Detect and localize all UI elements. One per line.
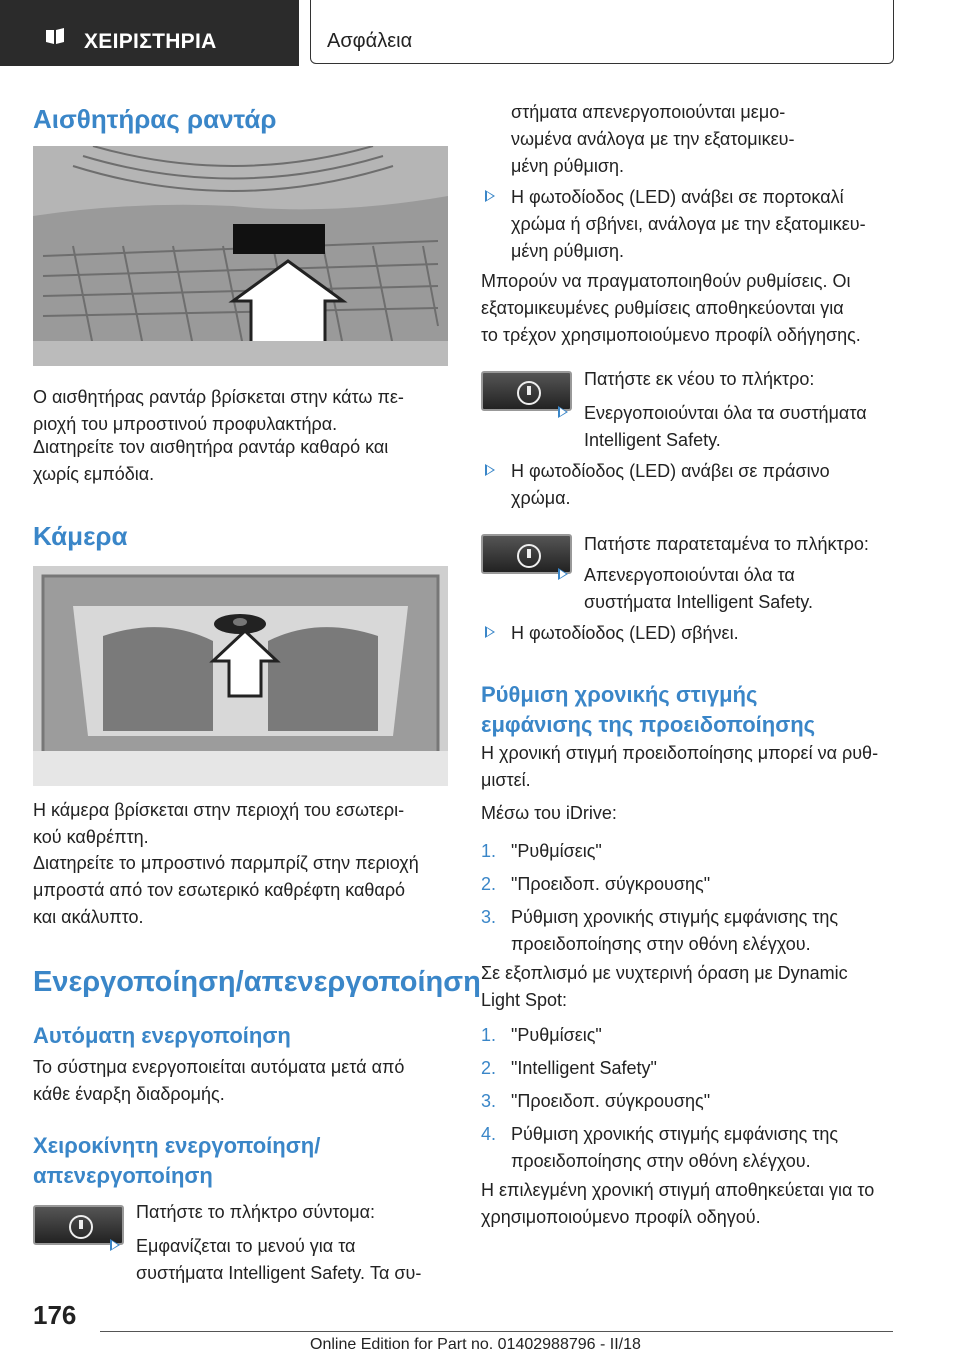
text-line: Ρύθμιση χρονικής στιγμής εμφάνισης της [511, 1124, 839, 1144]
text-line: Το σύστημα ενεργοποιείται αυτόματα μετά από [33, 1057, 405, 1077]
bullet-continuation [511, 99, 911, 180]
text-line: μιστεί. [481, 770, 531, 790]
text-line: Η φωτοδίοδος (LED) ανάβει σε πράσινο [511, 461, 830, 481]
final-paragraph [481, 1177, 911, 1231]
triangle-bullet-icon [558, 568, 568, 580]
text-line: Πατήστε παρατεταμένα το πλήκτρο: [584, 534, 869, 554]
title-line: Ρύθμιση χρονικής στιγμής [481, 682, 758, 707]
text-line: Διατηρείτε τον αισθητήρα ραντάρ καθαρό και [33, 437, 389, 457]
timing-paragraph [481, 740, 911, 794]
via-idrive-text [481, 800, 911, 827]
camera-paragraph-1 [33, 797, 448, 851]
text-line: "Προειδοπ. σύγκρουσης" [511, 874, 711, 894]
text-line: προειδοποίησης στην οθόνη ελέγχου. [511, 1151, 811, 1171]
auto-activation-paragraph [33, 1054, 448, 1108]
bullet-item [554, 562, 934, 616]
triangle-bullet-icon [110, 1239, 120, 1251]
triangle-bullet-icon [558, 406, 568, 418]
text-line: μένη ρύθμιση. [511, 156, 624, 176]
text-line: Εμφανίζεται το μενού για τα [136, 1236, 356, 1256]
text-line: Η επιλεγμένη χρονική στιγμή αποθηκεύεται για το [481, 1180, 875, 1200]
text-line: το τρέχον χρησιμοποιούμενο προφίλ οδήγησης. [481, 325, 861, 345]
auto-activation-title: Αυτόματη ενεργοποίηση [33, 1023, 291, 1048]
list-item [481, 904, 911, 958]
text-line: Η χρονική στιγμή προειδοποίησης μπορεί να ρυθ- [481, 743, 879, 763]
list-number: 4. [481, 1124, 497, 1144]
list-item [481, 871, 911, 898]
list-number: 3. [481, 1091, 497, 1111]
camera-paragraph-2 [33, 850, 448, 931]
triangle-bullet-icon [485, 190, 495, 202]
title-line: απενεργοποίηση [33, 1163, 213, 1188]
text-line: Η κάμερα βρίσκεται στην περιοχή του εσωτερι- [33, 800, 405, 820]
text-line: Η φωτοδίοδος (LED) σβήνει. [511, 623, 739, 643]
text-line: προειδοποίησης στην οθόνη ελέγχου. [511, 934, 811, 954]
text-line: μπροστά από τον εσωτερικό καθρέφτη καθαρό [33, 880, 406, 900]
title-line: Χειροκίνητη ενεργοποίηση/ [33, 1133, 321, 1158]
footer-divider [100, 1331, 893, 1332]
text-line: κάθε έναρξη διαδρομής. [33, 1084, 225, 1104]
text-line: νωμένα ανάλογα με την εξατομικευ- [511, 129, 795, 149]
text-line: Διατηρείτε το μπροστινό παρμπρίζ στην περιοχή [33, 853, 419, 873]
text-line: Απενεργοποιούνται όλα τα [584, 565, 795, 585]
edition-text: Online Edition for Part no. 01402988796 - II/18 [310, 1336, 641, 1353]
section-tab-label: ΧΕΙΡΙΣΤΗΡΙΑ [84, 30, 217, 53]
text-line: Ο αισθητήρας ραντάρ βρίσκεται στην κάτω πε- [33, 387, 404, 407]
text-line: χρησιμοποιούμενο προφίλ οδηγού. [481, 1207, 761, 1227]
text-line: Intelligent Safety. [584, 430, 721, 450]
camera-image [33, 566, 448, 786]
manual-activation-title [33, 1131, 320, 1191]
page-number: 176 [33, 1300, 77, 1330]
text-line: και ακάλυπτο. [33, 907, 144, 927]
list-number: 1. [481, 1025, 497, 1045]
list-item [481, 1121, 911, 1175]
text-line: εξατομικευμένες ρυθμίσεις αποθηκεύονται για [481, 298, 844, 318]
text-line: Light Spot: [481, 990, 568, 1010]
title-line: εμφάνισης της προειδοποίησης [481, 712, 816, 737]
text-line: συστήματα Intelligent Safety. Τα συ- [136, 1263, 422, 1283]
text-line: "Ρυθμίσεις" [511, 1025, 602, 1045]
radar-title: Αισθητήρας ραντάρ [33, 104, 277, 134]
text-line: χρώμα. [511, 488, 571, 508]
text-line: Ρύθμιση χρονικής στιγμής εμφάνισης της [511, 907, 839, 927]
bullet-item [481, 458, 931, 512]
text-line: "Προειδοπ. σύγκρουσης" [511, 1091, 711, 1111]
list-number: 3. [481, 907, 497, 927]
text-line: Πατήστε το πλήκτρο σύντομα: [136, 1202, 376, 1222]
text-line: "Intelligent Safety" [511, 1058, 657, 1078]
text-line: κού καθρέπτη. [33, 827, 149, 847]
numbered-list [481, 1022, 911, 1175]
text-line: Μπορούν να πραγματοποιηθούν ρυθμίσεις. Οι [481, 271, 851, 291]
radar-paragraph-2 [33, 434, 448, 488]
text-line: μένη ρύθμιση. [511, 241, 624, 261]
list-item [481, 1055, 911, 1082]
book-icon [44, 26, 66, 46]
text-line: χωρίς εμπόδια. [33, 464, 155, 484]
bullet-item [554, 400, 934, 454]
page-header [0, 0, 960, 66]
chapter-tab[interactable] [310, 0, 894, 64]
text-line: στήματα απενεργοποιούνται μεμο- [511, 102, 786, 122]
text-line: Ενεργοποιούνται όλα τα συστήματα [584, 403, 867, 423]
list-item [481, 1088, 911, 1115]
text-line: Σε εξοπλισμό με νυχτερινή όραση με Dynamic [481, 963, 848, 983]
list-item [481, 1022, 911, 1049]
triangle-bullet-icon [485, 464, 495, 476]
press-long-text [584, 531, 904, 558]
activation-title: Ενεργοποίηση/απενεργοποίηση [33, 966, 481, 998]
text-line: "Ρυθμίσεις" [511, 841, 602, 861]
text-line: Η φωτοδίοδος (LED) ανάβει σε πορτοκαλί [511, 187, 844, 207]
safety-icon [517, 381, 541, 405]
manual-press-text [136, 1199, 456, 1226]
list-number: 2. [481, 1058, 497, 1078]
section-tab[interactable] [0, 0, 299, 66]
text-line: ριοχή του μπροστινού προφυλακτήρα. [33, 414, 338, 434]
radar-sensor-image [33, 146, 448, 366]
numbered-list [481, 838, 911, 958]
safety-icon [517, 544, 541, 568]
bullet-item [106, 1233, 486, 1287]
text-line: Πατήστε εκ νέου το πλήκτρο: [584, 369, 815, 389]
camera-title: Κάμερα [33, 521, 128, 551]
chapter-tab-label: Ασφάλεια [327, 30, 413, 52]
press-again-text [584, 366, 904, 393]
text-line: χρώμα ή σβήνει, ανάλογα με την εξατομικευ- [511, 214, 866, 234]
list-item [481, 838, 911, 865]
list-number: 1. [481, 841, 497, 861]
text-line: Μέσω του iDrive: [481, 803, 617, 823]
settings-paragraph [481, 268, 911, 349]
bullet-item [481, 184, 931, 265]
radar-paragraph-1 [33, 384, 448, 438]
safety-icon [69, 1215, 93, 1239]
timing-title [481, 680, 815, 740]
list-number: 2. [481, 874, 497, 894]
bullet-item [481, 620, 931, 647]
text-line: συστήματα Intelligent Safety. [584, 592, 813, 612]
triangle-bullet-icon [485, 626, 495, 638]
night-vision-paragraph [481, 960, 911, 1014]
